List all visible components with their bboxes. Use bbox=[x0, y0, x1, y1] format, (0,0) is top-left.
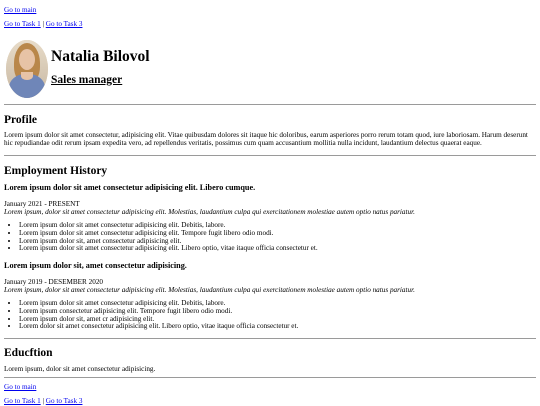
employment-heading: Employment History bbox=[4, 165, 108, 177]
profile-header bbox=[6, 37, 538, 100]
job-1-duties bbox=[4, 222, 318, 253]
job-1-summary: Lorem ipsum, dolor sit amet consectetur adipisicing elit. Molestias, laudantium culpa qui exercitationem molestiae autem optio natus pariatur. bbox=[4, 208, 415, 216]
person-name: Natalia Bilovol bbox=[51, 48, 150, 65]
link-separator: | bbox=[40, 20, 46, 28]
footer-go-to-main-link[interactable]: Go to main bbox=[4, 383, 37, 391]
go-to-task-1-link[interactable]: Go to Task 1 bbox=[4, 20, 41, 28]
footer-go-to-task-1-link[interactable]: Go to Task 1 bbox=[4, 397, 41, 405]
list-item: • Lorem ipsum dolor sit amet consectetur adipisicing elit. Debitis, labore. bbox=[19, 300, 298, 308]
go-to-main-link[interactable]: Go to main bbox=[4, 6, 37, 14]
education-heading: Educftion bbox=[4, 347, 53, 359]
job-1-dates: January 2021 - PRESENT bbox=[4, 200, 80, 208]
go-to-task-3-link[interactable]: Go to Task 3 bbox=[45, 20, 83, 28]
footer-go-to-task-3-link[interactable]: Go to Task 3 bbox=[45, 397, 83, 405]
avatar bbox=[6, 40, 48, 98]
link-separator: | bbox=[40, 397, 46, 405]
list-item: • Lorem ipsum dolor sit amet consectetur adipisicing elit. Debitis, labore. bbox=[19, 222, 318, 230]
list-item: • Lorem ipsum consectetur adipisicing elit. Tempore fugit libero odio modi. bbox=[19, 308, 298, 316]
job-1-title: Lorem ipsum dolor sit amet consectetur adipisicing elit. Libero cumque. bbox=[4, 183, 256, 192]
list-item: • Lorem ipsum dolor sit amet consectetur adipisicing elit. Libero optio, vitae itaque officia consectetur et. bbox=[19, 245, 318, 253]
list-item: • Lorem ipsum dolor sit, amet cr adipisicing elit. bbox=[19, 316, 298, 324]
education-text: Lorem ipsum, dolor sit amet consectetur adipisicing. bbox=[4, 365, 156, 373]
top-nav-main bbox=[4, 6, 36, 15]
profile-heading: Profile bbox=[4, 114, 37, 126]
job-2-dates: January 2019 - DESEMBER 2020 bbox=[4, 278, 104, 286]
divider bbox=[4, 338, 536, 339]
top-nav-tasks bbox=[4, 20, 82, 29]
list-item: • Lorem ipsum dolor sit, amet consectetur adipisicing elit. bbox=[19, 238, 318, 246]
job-2-title: Lorem ipsum dolor sit, amet consectetur adipisicing. bbox=[4, 261, 187, 270]
divider bbox=[4, 377, 536, 378]
job-2-duties bbox=[4, 300, 298, 331]
job-title: Sales manager bbox=[51, 74, 123, 86]
footer-nav-main bbox=[4, 383, 36, 392]
list-item: • Lorem dolor sit amet consectetur adipisicing elit. Libero optio, vitae itaque officia consectetur et. bbox=[19, 323, 298, 331]
divider bbox=[4, 155, 536, 156]
divider bbox=[4, 104, 536, 105]
profile-text: Lorem ipsum dolor sit amet consectetur, adipisicing elit. Vitae quibusdam dolores sit itaque hic doloribus, earum asperiores porro rerum totam quod, iure laboriosam. Harum deserunt hic repudiandae odit rerum ipsam expedita vero, ad repellendus veritatis, possimus cum quam accusantium mollitia nulla incidunt, laudantium delectus quaerat eaque. bbox=[4, 131, 528, 148]
list-item: • Lorem ipsum dolor sit amet consectetur adipisicing elit. Tempore fugit libero odio modi. bbox=[19, 230, 318, 238]
job-2-summary: Lorem ipsum, dolor sit amet consectetur adipisicing elit. Molestias, laudantium culpa qui exercitationem molestiae autem optio natus pariatur. bbox=[4, 286, 415, 294]
